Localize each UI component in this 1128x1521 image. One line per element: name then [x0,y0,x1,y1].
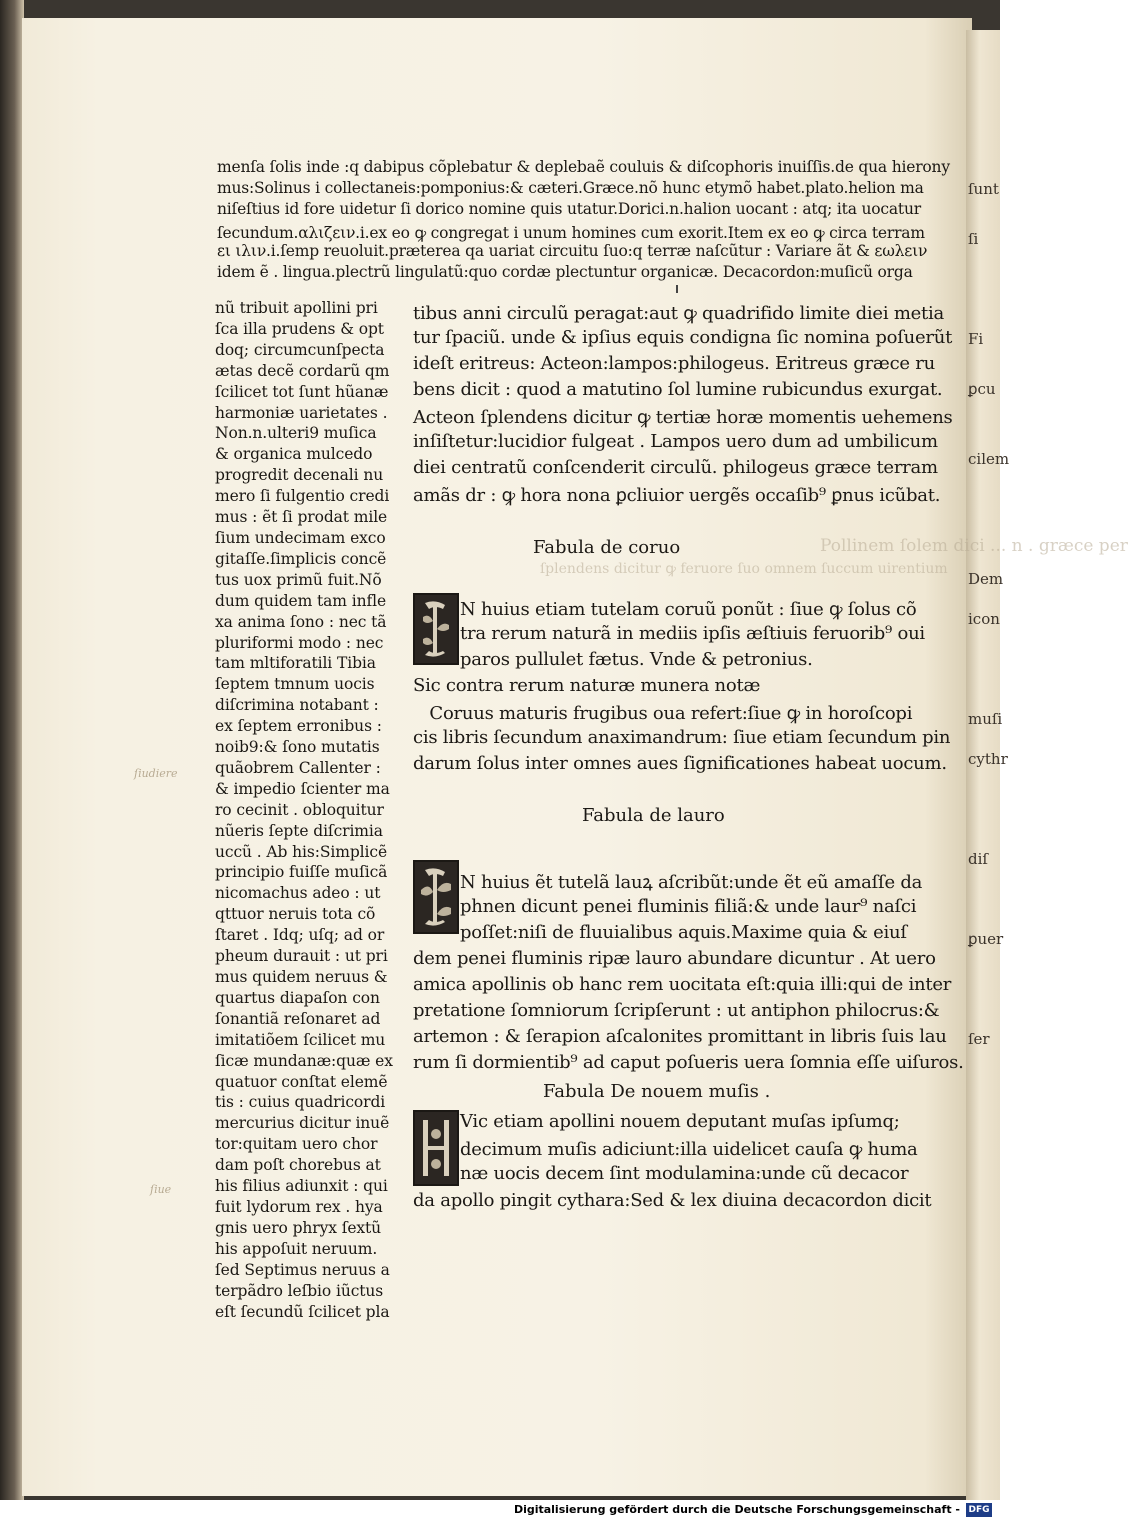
text-line: eſt ſecundũ ſcilicet pla [215,1302,390,1321]
margin-note: ſiudiere [134,767,178,780]
margin-note: ſiue [150,1183,172,1196]
text-line: diſcrimina notabant : [215,696,379,715]
text-line: ſca illa prudens & opt [215,319,384,338]
text-line: idem ẽ . lingua.plectrũ lingulatũ:quo cordæ plectuntur organicæ. Decacordon:muſicũ orga [217,263,913,281]
text-line: nũeris ſepte diſcrimia [215,821,383,840]
text-line: uccũ . Ab his:Simplicẽ [215,842,388,861]
ornament-icon [415,1112,457,1184]
text-line: N huius etiam tutelam coruũ ponũt : ſiue ꝙ ſolus cõ [460,599,917,620]
bleed-through-line: Pollinem ſolem dici ... n . græce per [820,536,1128,556]
text-line: nicomachus adeo : ut [215,884,381,903]
text-line: ει ιλιν.i.ſemp reuoluit.præterea qa uariat circuitu ſuo:q terræ naſcũtur : Variare ãt & εωλειν [217,242,928,260]
section-heading: Fabula De nouem muſis . [543,1081,771,1102]
text-line: poſſet:niſi de fluuialibus aquis.Maxime quia & eiuſ [460,922,907,943]
facing-page-edge: ſunt ſi Fi ꝑcu cilem Dem icon muſi cythr diſ ꝑuer ſer [966,30,1000,1500]
decorated-initial [413,1110,459,1186]
text-line: quatuor conſtat elemẽ [215,1072,388,1091]
text-line: rum ſi dormientib⁹ ad caput poſueris uera ſomnia eſſe uiſuros. [413,1052,964,1073]
text-line: da apollo pingit cythara:Sed & lex diuina decacordon dicit [413,1190,932,1211]
text-line: ſcilicet tot ſunt hũanæ [215,382,389,401]
text-line: cis libris ſecundum anaximandrum: ſiue etiam ſecundum pin [413,727,951,748]
text-line: mus:Solinus i collectaneis:pomponius:& cæteri.Græce.nõ hunc etymõ habet.plato.helion ma [217,179,924,197]
funding-credit: Digitalisierung gefördert durch die Deutsche Forschungsgemeinschaft - [513,1503,960,1516]
text-line: harmoniæ uarietates . [215,403,388,422]
text-line: niſeſtius id fore uidetur ſi dorico nomine quis utatur.Dorici.n.halion uocant : atq; ita uocatur [217,200,921,218]
text-line: noib9:& ſono mutatis [215,738,380,757]
text-line: menſa ſolis inde :q dabipus cõplebatur & deplebaẽ couluis & diſcophoris inuiſſis.de qua hierony [217,158,950,176]
text-line: paros pullulet fætus. Vnde & petronius. [460,649,813,670]
text-line: amica apollinis ob hanc rem uocitata eſt:quia illi:qui de inter [413,974,952,995]
text-line: mus quidem neruus & [215,968,388,986]
section-heading: Fabula de lauro [582,805,725,826]
book-edge [0,0,24,1500]
ornament-icon [415,595,457,663]
text-line: dam poſt chorebus at [215,1156,381,1175]
text-line: amãs dr : ꝙ hora nona ꝑcliuior uergẽs occaſib⁹ ꝑnus icũbat. [413,485,941,506]
text-line: doq; circumcunſpecta [215,340,385,359]
text-line: & organica mulcedo [215,445,373,464]
text-line: bens dicit : quod a matutino ſol lumine rubicundus exurgat. [413,379,943,400]
text-line: imitatiõem ſcilicet mu [215,1030,386,1049]
decorated-initial [413,860,459,934]
text-line: phnen dicunt penei fluminis filiã:& unde laur⁹ naſci [460,896,917,917]
text-line: dem penei fluminis ripæ lauro abundare dicuntur . At uero [413,948,936,969]
text-line: Sic contra rerum naturæ munera notæ [413,675,761,696]
text-line: progredit decenali nu [215,466,384,485]
text-line: mus : ẽt ſi prodat mile [215,508,388,527]
bleed-through-line: ſplendens dicitur ꝙ feruore ſuo omnem ſuccum uirentium [540,561,948,577]
text-line: qttuor neruis tota cõ [215,905,376,924]
text-line: ſonantiã reſonaret ad [215,1009,381,1028]
text-line: quãobrem Callenter : [215,758,381,777]
text-line: decimum muſis adiciunt:illa uidelicet cauſa ꝙ huma [460,1139,918,1160]
text-line: ſium undecimam exco [215,528,386,547]
text-line: ro cecinit . obloquitur [215,800,384,819]
section-heading: Fabula de coruo [533,537,681,558]
text-line: ſtaret . Idq; uſq; ad or [215,926,385,945]
text-line: artemon : & ſerapion aſcalonites promittant in libris ſuis lau [413,1026,947,1047]
text-line: & impedio ſcienter ma [215,779,390,798]
text-line: gitaſſe.ſimplicis concẽ [215,549,387,568]
text-line: tam mltiforatili Tibia [215,654,376,673]
text-line: xa anima ſono : nec tã [215,612,387,631]
dfg-logo: DFG [966,1503,992,1517]
text-line: fuit lydorum rex . hya [215,1197,383,1216]
decorated-initial [413,593,459,665]
text-line: his filius adiunxit : qui [215,1177,388,1196]
text-line: terpãdro leſbio iũctus [215,1281,384,1300]
print-mark [676,285,678,293]
text-line: pretatione ſomniorum ſcripſerunt : ut antiphon philocrus:& [413,1000,940,1021]
text-line: mero ſi fulgentio credi [215,487,390,506]
text-line: gnis uero phryx ſextũ [215,1218,382,1237]
text-line: diei centratũ conſcenderit circulũ. philogeus græce terram [413,457,938,478]
text-line: Vic etiam apollini nouem deputant muſas ipſumq; [460,1111,900,1132]
text-line: quartus diapaſon con [215,988,380,1007]
text-line: tis : cuius quadricordi [215,1093,386,1112]
text-line: Non.n.ulteri9 muſica [215,424,377,443]
text-line: ſecundum.αλιζειν.i.ex eo ꝙ congregat i unum homines cum exorit.Item ex eo ꝙ circa terram [217,224,925,242]
text-line: his appoſuit neruum. [215,1239,378,1258]
text-line: pheum durauit : ut pri [215,947,388,966]
text-line: dum quidem tam infle [215,591,387,610]
text-line: principio fuiſſe muſicã [215,863,388,882]
text-line: ſed Septimus neruus a [215,1260,390,1279]
text-line: ideſt eritreus: Acteon:lampos:philogeus. Eritreus græce ru [413,353,936,374]
text-line: N huius ẽt tutelã lauꝝ aſcribũt:unde ẽt eũ amaſſe da [460,872,923,893]
text-line: tus uox primũ fuit.Nõ [215,570,382,589]
text-line: pluriformi modo : nec [215,633,384,652]
text-line: mercurius dicitur inuẽ [215,1114,390,1133]
text-line: ætas decẽ cordarũ qm [215,361,390,380]
text-line: inſiſtetur:lucidior fulgeat . Lampos uero dum ad umbilicum [413,431,938,452]
text-line: tur ſpaciũ. unde & ipſius equis condigna ſic nomina poſuerũt [413,327,953,348]
text-line: tor:quitam uero chor [215,1135,378,1154]
footer-bar [0,1500,1000,1521]
text-line: tra rerum naturã in mediis ipſis æſtiuis feruorib⁹ oui [460,623,925,644]
text-line: darum ſolus inter omnes aues ſignificationes habeat uocum. [413,753,947,774]
text-line: Acteon ſplendens dicitur ꝙ tertiæ horæ momentis uehemens [413,407,953,428]
text-line: næ uocis decem ſint modulamina:unde cũ decacor [460,1163,909,1184]
text-line: tibus anni circulũ peragat:aut ꝙ quadrifido limite diei metia [413,303,945,324]
left-column [215,298,393,1322]
text-line: ſeptem tmnum uocis [215,675,375,694]
ornament-icon [415,862,457,932]
text-line: nũ tribuit apollini pri [215,299,378,317]
text-line: Coruus maturis frugibus oua refert:ſiue ꝙ in horoſcopi [413,703,913,724]
text-line: ſicæ mundanæ:quæ ex [215,1051,393,1070]
text-line: ex ſeptem erronibus : [215,717,382,736]
